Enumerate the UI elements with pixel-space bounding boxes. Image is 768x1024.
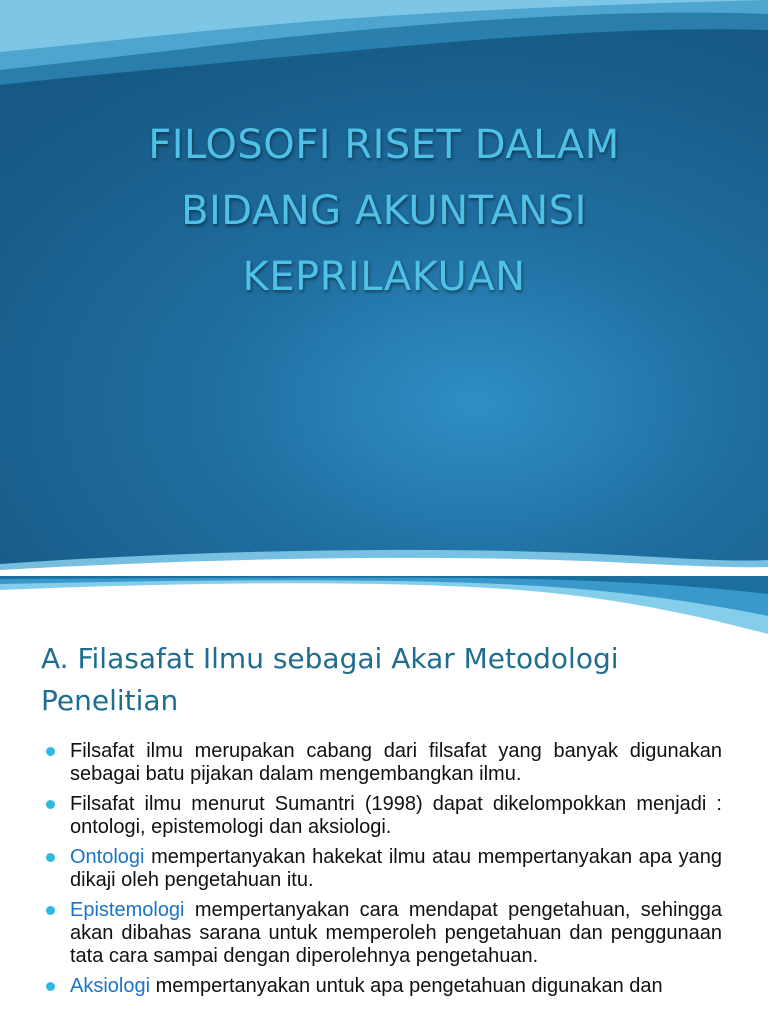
bullet-term: Epistemologi [70,899,185,921]
slide-title [60,112,708,310]
bullet-item [70,740,722,786]
bullet-dot-icon [46,853,55,862]
bullet-text: mempertanyakan untuk apa pengetahuan digunakan dan [150,975,663,997]
bullet-text: mempertanyakan cara mendapat pengetahuan, sehingga akan dibahas sarana untuk memperoleh pengetahuan dan penggunaan tata cara sampai dengan diperolehnya pengetahuan. [70,899,722,967]
bullet-item [70,975,722,998]
bullet-text: Filsafat ilmu menurut Sumantri (1998) dapat dikelompokkan menjadi : ontologi, epistemologi dan aksiologi. [70,793,722,838]
bullet-dot-icon [46,747,55,756]
decorative-wave-top [0,0,768,100]
decorative-wave-content [0,576,768,636]
bullet-item [70,899,722,968]
heading-line-1: A. Filasafat Ilmu sebagai Akar Metodologi [41,642,619,675]
decorative-wave-bottom [0,540,768,576]
bullet-term: Ontologi [70,846,145,868]
title-line-3: KEPRILAKUAN [242,254,526,300]
heading-line-2: Penelitian [41,684,179,717]
bullet-text: mempertanyakan hakekat ilmu atau mempertanyakan apa yang dikaji oleh pengetahuan itu. [70,846,722,891]
bullet-dot-icon [46,906,55,915]
bullet-item [70,793,722,839]
bullet-dot-icon [46,982,55,991]
bullet-list [0,740,768,1005]
bullet-item [70,846,722,892]
content-slide [0,576,768,1024]
bullet-dot-icon [46,800,55,809]
content-heading [41,638,741,722]
bullet-term: Aksiologi [70,975,151,997]
title-line-1: FILOSOFI RISET DALAM [148,122,620,168]
title-line-2: BIDANG AKUNTANSI [181,188,587,234]
bullet-text: Filsafat ilmu merupakan cabang dari filsafat yang banyak digunakan sebagai batu pijakan dalam mengembangkan ilmu. [70,740,722,785]
